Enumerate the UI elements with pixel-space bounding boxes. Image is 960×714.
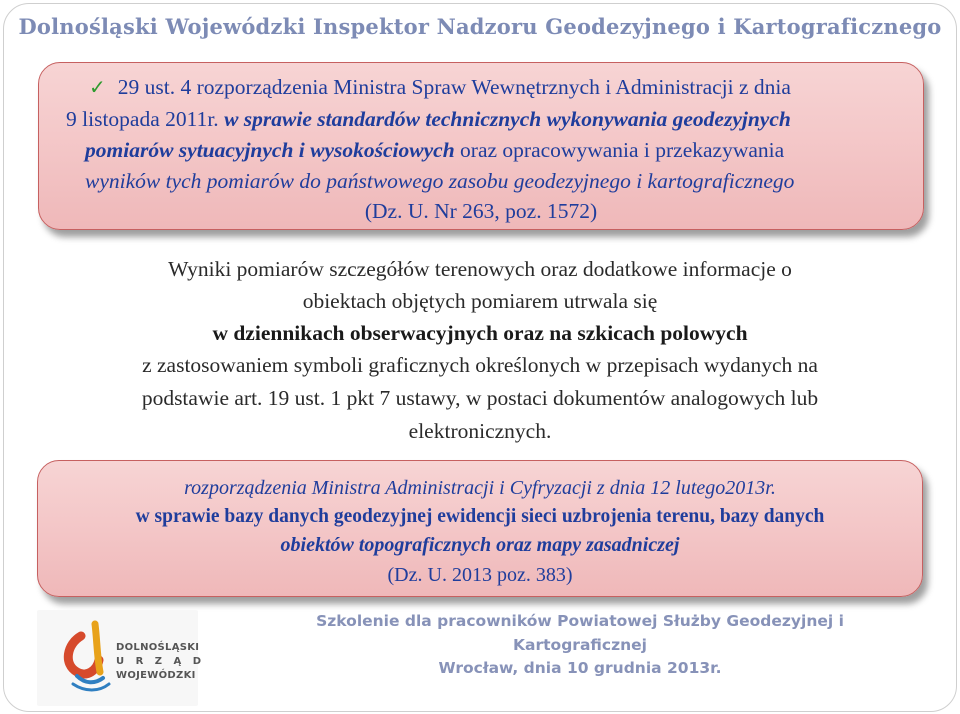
logo-text-line-3: WOJEWÓDZKI xyxy=(116,670,196,681)
checkmark-icon: ✓ xyxy=(89,75,106,99)
main-text-line-4: z zastosowaniem symboli graficznych określonych w przepisach wydanych na xyxy=(142,353,818,377)
logo-text-line-2: U R Z Ą D xyxy=(116,656,206,667)
footer-line-1: Szkolenie dla pracowników Powiatowej Służby Geodezyjnej i xyxy=(316,612,844,630)
logo-text-line-1: DOLNOŚLĄSKI xyxy=(116,642,200,653)
regulation-1-line-2: 9 listopada 2011r. w sprawie standardów technicznych wykonywania geodezyjnych xyxy=(66,107,791,131)
regulation-2-title: rozporządzenia Ministra Administracji i Cyfryzacji z dnia 12 lutego2013r. xyxy=(184,477,776,499)
regulation-1-line-1: ✓ 29 ust. 4 rozporządzenia Ministra Spraw Wewnętrznych i Administracji z dnia xyxy=(89,75,791,99)
logo xyxy=(37,610,206,706)
slide-title: Dolnośląski Wojewódzki Inspektor Nadzoru Geodezyjnego i Kartograficznego xyxy=(18,14,942,39)
regulation-1-citation: (Dz. U. Nr 263, poz. 1572) xyxy=(364,199,598,223)
regulation-2-citation: (Dz. U. 2013 poz. 383) xyxy=(387,564,573,586)
regulation-2-subject-cont: obiektów topograficznych oraz mapy zasadniczej xyxy=(280,534,680,556)
main-text-line-1: Wyniki pomiarów szczegółów terenowych oraz dodatkowe informacje o xyxy=(168,257,792,281)
main-text-emphasis: w dziennikach obserwacyjnych oraz na szkicach polowych xyxy=(212,321,748,345)
main-text-line-5: podstawie art. 19 ust. 1 pkt 7 ustawy, w postaci dokumentów analogowych lub xyxy=(141,386,819,410)
main-text-line-2: obiektach objętych pomiarem utrwala się xyxy=(302,289,658,313)
main-text-line-6: elektronicznych. xyxy=(408,419,552,443)
regulation-2-subject: w sprawie bazy danych geodezyjnej ewidencji sieci uzbrojenia terenu, bazy danych xyxy=(135,506,825,527)
regulation-box-2 xyxy=(37,460,923,597)
footer-line-2: Kartograficznej xyxy=(513,636,647,654)
footer-date: Wrocław, dnia 10 grudnia 2013r. xyxy=(438,659,722,677)
regulation-1-line-4: wyników tych pomiarów do państwowego zasobu geodezyjnego i kartograficznego xyxy=(85,169,795,193)
regulation-box-1 xyxy=(38,62,924,230)
regulation-1-line-3: pomiarów sytuacyjnych i wysokościowych oraz opracowywania i przekazywania xyxy=(85,138,785,162)
